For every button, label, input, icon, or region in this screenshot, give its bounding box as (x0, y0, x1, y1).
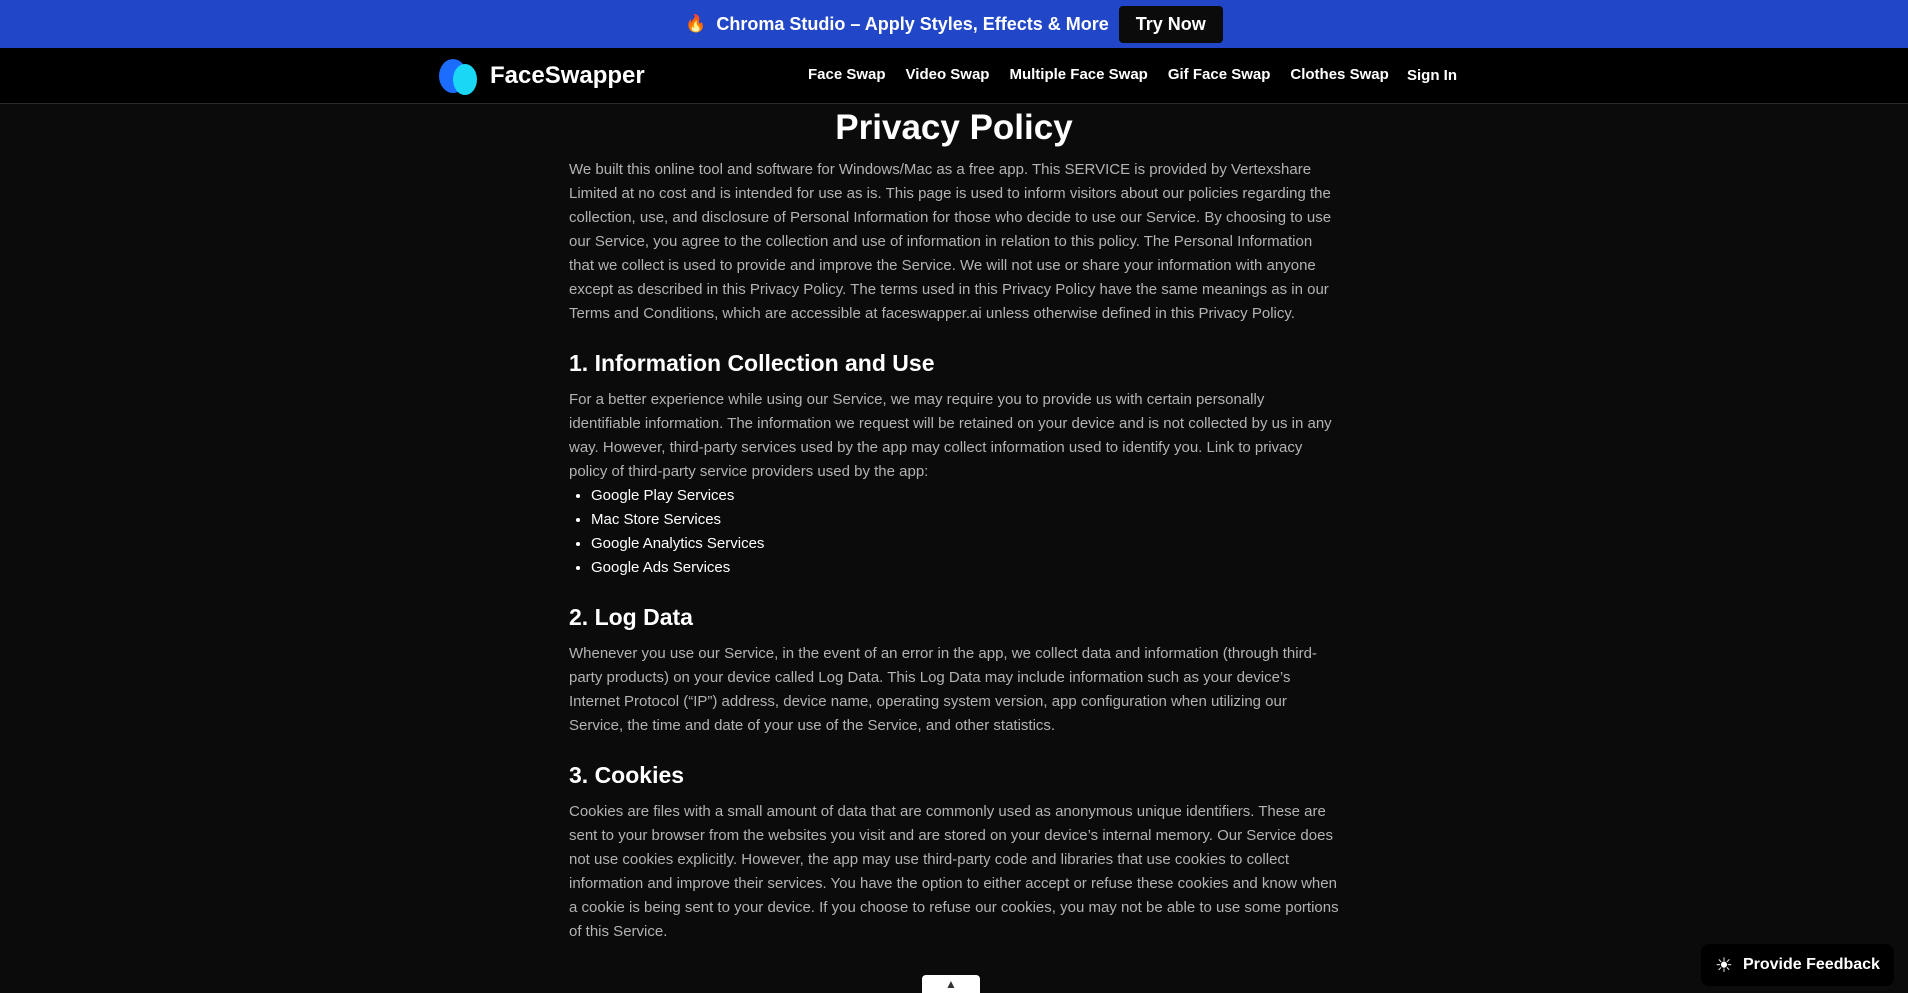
logo[interactable] (439, 56, 645, 96)
section-body-cookies: Cookies are files with a small amount of data that are commonly used as anonymous unique identifiers. These are sent to your browser from the websites you visit and are stored on your device’s internal memory. Our Service does not use cookies explicitly. However, the app may use third-party code and libraries that use cookies to collect information and improve their services. You have the option to either accept or refuse these cookies and know when a cookie is being sent to your device. If you choose to refuse our cookies, you may not be able to use some portions of this Service. (569, 803, 1339, 940)
sign-in-link[interactable]: Sign In (1407, 67, 1457, 84)
policy-content (569, 104, 1339, 944)
top-navigation (0, 48, 1908, 104)
list-item[interactable]: • Google Analytics Services (591, 532, 1339, 556)
nav-link-face-swap[interactable]: Face Swap (808, 66, 886, 83)
nav-link-gif-face-swap[interactable]: Gif Face Swap (1167, 66, 1271, 83)
provide-feedback-button[interactable] (1701, 944, 1894, 986)
feedback-label: Provide Feedback (1742, 956, 1880, 973)
section-heading-information-collection: 1. Information Collection and Use (569, 350, 935, 376)
logo-text: FaceSwapper (490, 62, 645, 89)
nav-links (808, 66, 1409, 83)
logo-icon (439, 56, 479, 96)
try-now-button[interactable]: Try Now (1119, 6, 1223, 43)
scroll-to-top-button[interactable] (922, 975, 980, 993)
list-item[interactable]: • Google Play Services (591, 484, 1339, 508)
list-item[interactable]: • Google Ads Services (591, 556, 1339, 580)
section-heading-cookies: 3. Cookies (569, 762, 685, 788)
nav-link-multiple-face-swap[interactable]: Multiple Face Swap (1009, 66, 1148, 83)
section-body-log-data: Whenever you use our Service, in the event of an error in the app, we collect data and information (through third-party products) on your device called Log Data. This Log Data may include information such as your device’s Internet Protocol (“IP”) address, device name, operating system version, app configuration when utilizing our Service, the time and date of your use of the Service, and other statistics. (569, 645, 1317, 734)
list-item[interactable]: • Mac Store Services (591, 508, 1339, 532)
promo-text: Chroma Studio – Apply Styles, Effects & More (716, 13, 1109, 34)
nav-link-clothes-swap[interactable]: Clothes Swap (1290, 66, 1389, 83)
section-body-information-collection: For a better experience while using our Service, we may require you to provide us with certain personally identifiable information. The information we request will be retained on your device and is not collected by us in any way. However, third-party services used by the app may collect information used to identify you. Link to privacy policy of third-party service providers used by the app: (569, 391, 1332, 480)
section-heading-log-data: 2. Log Data (569, 604, 693, 630)
lightbulb-icon: ☀ (1715, 954, 1733, 977)
fire-icon: 🔥 (685, 14, 707, 33)
chevron-up-icon: ▲ (945, 977, 957, 991)
page-title: Privacy Policy (835, 108, 1073, 147)
nav-link-video-swap[interactable]: Video Swap (905, 66, 990, 83)
intro-paragraph: We built this online tool and software for Windows/Mac as a free app. This SERVICE is provided by Vertexshare Limited at no cost and is intended for use as is. This page is used to inform visitors about our policies regarding the collection, use, and disclosure of Personal Information for those who decide to use our Service. By choosing to use our Service, you agree to the collection and use of information in relation to this policy. The Personal Information that we collect is used to provide and improve the Service. We will not use or share your information with anyone except as described in this Privacy Policy. The terms used in this Privacy Policy have the same meanings as in our Terms and Conditions, which are accessible at faceswapper.ai unless otherwise defined in this Privacy Policy. (569, 161, 1332, 322)
third-party-services-list (591, 484, 1339, 580)
promo-banner (0, 0, 1908, 48)
